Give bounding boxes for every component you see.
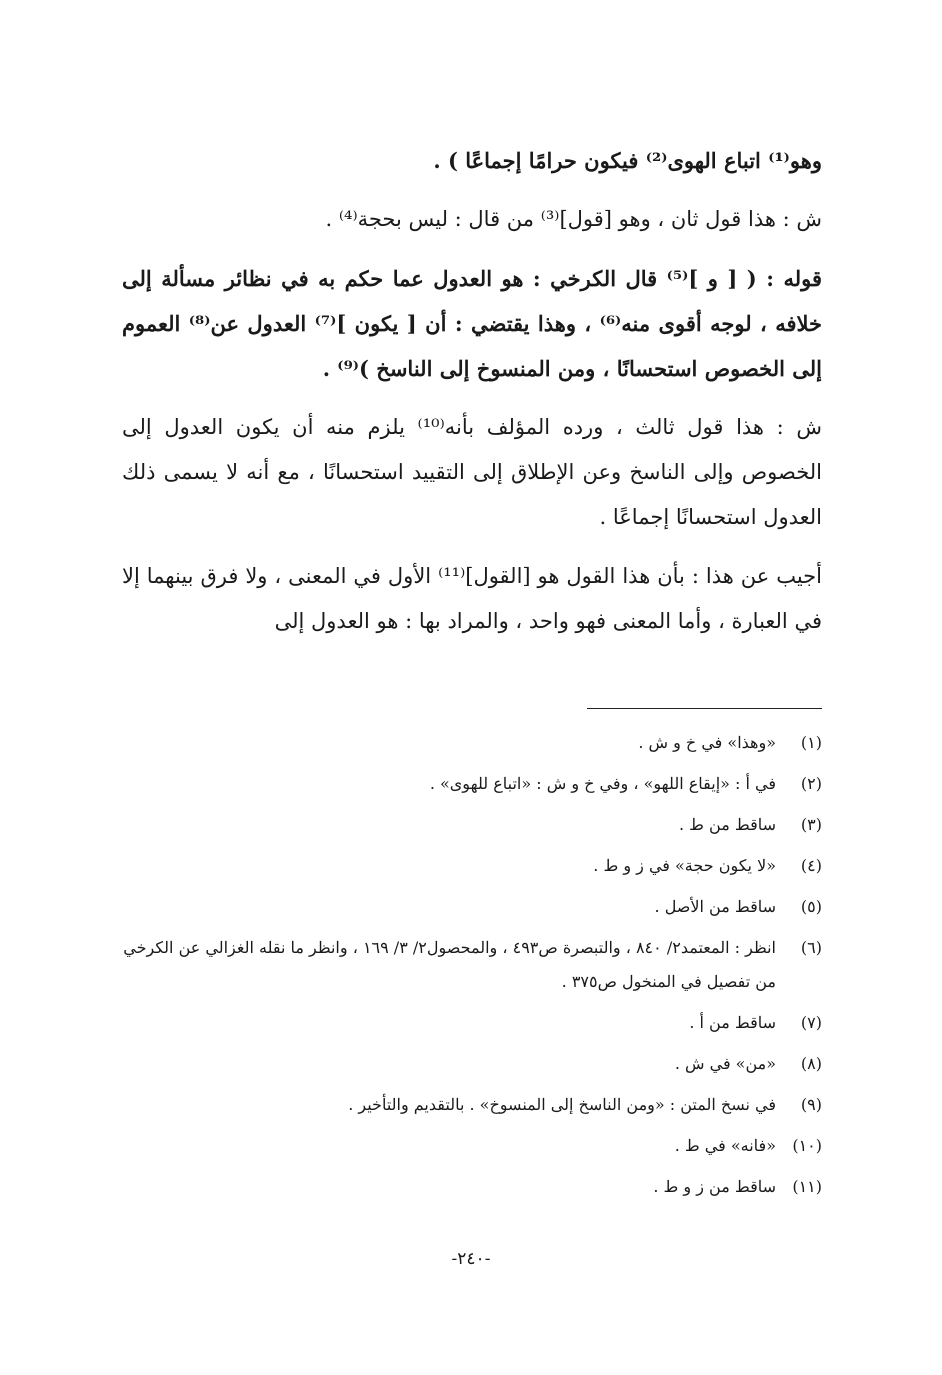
footnote-item bbox=[117, 927, 822, 1002]
footnote-text: في أ : «إيقاع اللهو» ، وفي خ و ش : «اتباع للهوى» . bbox=[429, 774, 776, 793]
footnote-number: (٣) bbox=[800, 815, 822, 834]
footnote-number: (١) bbox=[800, 733, 822, 752]
footnote-number: (١١) bbox=[792, 1177, 822, 1196]
paragraph-5: أجيب عن هذا : بأن هذا القول هو [القول]⁽¹¹⁾ الأول في المعنى ، ولا فرق بينهما إلا في العبارة ، وأما المعنى فهو واحد ، والمراد بها : هو العدول إلى bbox=[122, 564, 822, 633]
paragraph-1: وهو⁽¹⁾ اتباع الهوى⁽²⁾ فيكون حرامًا إجماعًا ) . bbox=[433, 148, 822, 173]
footnote-item bbox=[117, 1125, 822, 1166]
footnote-item bbox=[117, 1166, 822, 1207]
footnote-text: «وهذا» في خ و ش . bbox=[638, 733, 776, 752]
footnote-number: (٤) bbox=[800, 856, 822, 875]
footnote-number: (٨) bbox=[800, 1054, 822, 1073]
footnotes-list bbox=[117, 722, 822, 1207]
footnote-divider bbox=[587, 708, 822, 709]
footnote-number: (٩) bbox=[800, 1095, 822, 1114]
footnote-item bbox=[117, 722, 822, 763]
page-number: -٢٤٠- bbox=[451, 1249, 491, 1269]
footnote-item bbox=[117, 845, 822, 886]
footnote-number: (٦) bbox=[800, 938, 822, 957]
footnote-text: «من» في ش . bbox=[674, 1054, 776, 1073]
paragraph-2: ش : هذا قول ثان ، وهو [قول]⁽³⁾ من قال : ليس بحجة⁽⁴⁾ . bbox=[325, 207, 822, 231]
footnote-text: ساقط من ز و ط . bbox=[653, 1177, 776, 1196]
footnote-text: في نسخ المتن : «ومن الناسخ إلى المنسوخ» . بالتقديم والتأخير . bbox=[348, 1095, 776, 1114]
footnote-item bbox=[117, 1043, 822, 1084]
footnote-text: ساقط من الأصل . bbox=[654, 897, 776, 916]
main-text bbox=[122, 138, 822, 644]
footnote-text: ساقط من ط . bbox=[678, 815, 776, 834]
footnote-item bbox=[117, 1084, 822, 1125]
footnote-item bbox=[117, 763, 822, 804]
footnote-text: انظر : المعتمد٢/ ٨٤٠ ، والتبصرة ص٤٩٣ ، والمحصول٢/ ٣/ ١٦٩ ، وانظر ما نقله الغزالي عن الكرخي من تفصيل في المنخول ص٣٧٥ . bbox=[123, 938, 776, 991]
footnote-number: (١٠) bbox=[792, 1136, 822, 1155]
footnote-text: «لا يكون حجة» في ز و ط . bbox=[593, 856, 776, 875]
footnote-number: (٢) bbox=[800, 774, 822, 793]
footnote-text: «فانه» في ط . bbox=[674, 1136, 776, 1155]
footnote-item bbox=[117, 804, 822, 845]
paragraph-4: ش : هذا قول ثالث ، ورده المؤلف بأنه⁽¹⁰⁾ يلزم منه أن يكون العدول إلى الخصوص وإلى الناسخ وعن الإطلاق إلى التقييد استحسانًا ، مع أنه لا يسمى ذلك العدول استحسانًا إجماعًا . bbox=[122, 415, 822, 529]
paragraph-3: قوله : ( [ و ]⁽⁵⁾ قال الكرخي : هو العدول عما حكم به في نظائر مسألة إلى خلافه ، لوجه أقوى منه⁽⁶⁾ ، وهذا يقتضي : أن [ يكون ]⁽⁷⁾ العدول عن⁽⁸⁾ العموم إلى الخصوص استحسانًا ، ومن المنسوخ إلى الناسخ )⁽⁹⁾ . bbox=[122, 266, 823, 381]
footnote-item bbox=[117, 1002, 822, 1043]
footnote-number: (٥) bbox=[800, 897, 822, 916]
footnote-number: (٧) bbox=[800, 1013, 822, 1032]
footnote-text: ساقط من أ . bbox=[689, 1013, 776, 1032]
footnote-item bbox=[117, 886, 822, 927]
